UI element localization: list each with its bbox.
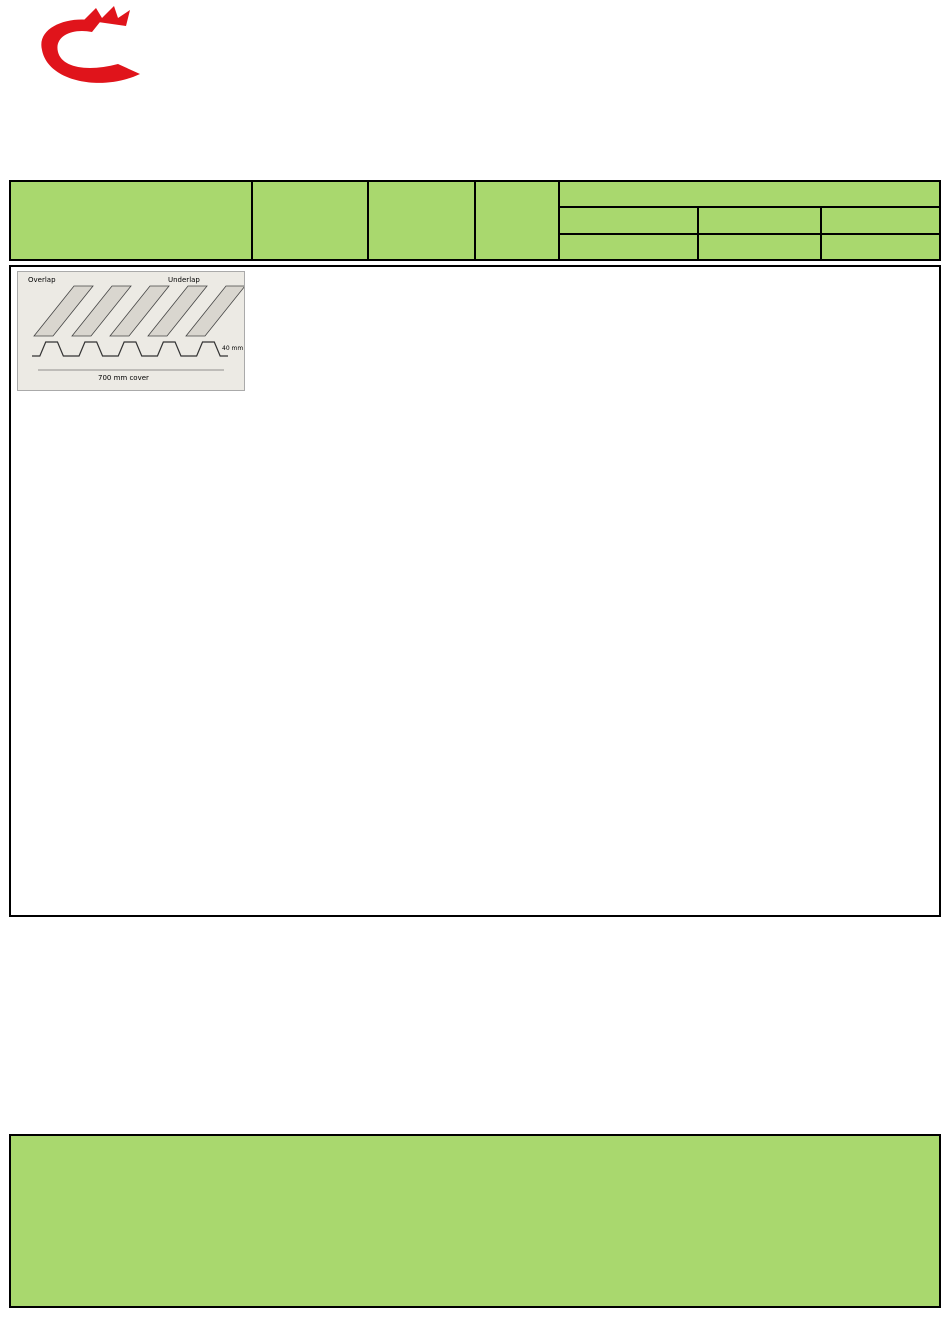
header-usd-colorbond bbox=[560, 235, 696, 259]
promo-line-1 bbox=[11, 1140, 939, 1182]
promo-website-link[interactable] bbox=[11, 1266, 939, 1308]
header-colorbond bbox=[560, 208, 696, 234]
profile-drawing bbox=[17, 271, 245, 391]
price-table bbox=[9, 265, 941, 917]
header-rp bbox=[822, 235, 941, 259]
header-type bbox=[253, 182, 367, 259]
promo-contact bbox=[11, 1182, 939, 1224]
svg-text:Underlap: Underlap bbox=[168, 276, 200, 284]
header-zincalume bbox=[822, 208, 941, 234]
header-lebar bbox=[373, 182, 473, 259]
header-tebal bbox=[476, 182, 558, 259]
svg-text:Overlap: Overlap bbox=[28, 276, 56, 284]
header-profile bbox=[11, 182, 251, 259]
header-harga bbox=[560, 182, 941, 208]
svg-text:40 mm: 40 mm bbox=[222, 345, 244, 352]
promo-line-3 bbox=[11, 1224, 939, 1266]
promo-box bbox=[9, 1134, 941, 1308]
table-header bbox=[9, 180, 941, 261]
svg-text:700 mm cover: 700 mm cover bbox=[98, 374, 149, 382]
company-logo bbox=[22, 6, 140, 88]
header-pelangi bbox=[699, 208, 820, 234]
profile-image-cell bbox=[11, 267, 251, 397]
header-usd-pelangi bbox=[699, 235, 820, 259]
